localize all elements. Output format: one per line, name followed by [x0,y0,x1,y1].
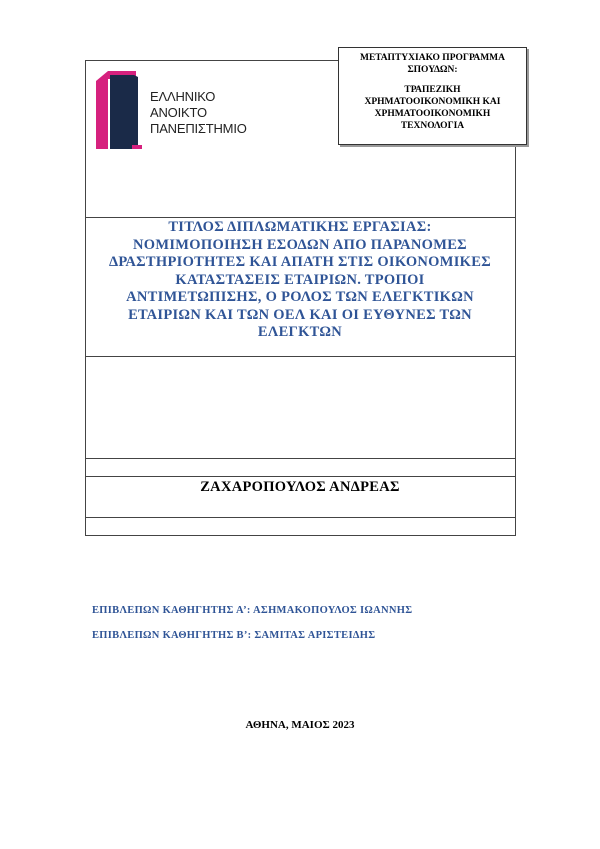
place-date: ΑΘΗΝΑ, ΜΑΙΟΣ 2023 [245,719,355,731]
program-name-line: ΧΡΗΜΑΤΟΟΙΚΟΝΟΜΙΚΗ [374,109,491,119]
supervisor-b: ΕΠΙΒΛΕΠΩΝ ΚΑΘΗΓΗΤΗΣ Β’: ΣΑΜΙΤΑΣ ΑΡΙΣΤΕΙΔΗΣ [92,630,376,641]
author-name: ΖΑΧΑΡΟΠΟΥΛΟΣ ΑΝΔΡΕΑΣ [200,479,400,495]
thesis-title-line: ΕΤΑΙΡΙΩΝ ΚΑΙ ΤΩΝ ΟΕΛ ΚΑΙ ΟΙ ΕΥΘΥΝΕΣ ΤΩΝ [128,306,472,323]
divider-author-top [85,458,515,459]
divider-author-mid [85,476,515,477]
program-name-line: ΤΕΧΝΟΛΟΓΙΑ [400,121,465,131]
program-box [338,47,527,145]
thesis-title [100,219,500,342]
thesis-title-line: ΝΟΜΙΜΟΠΟΙΗΣΗ ΕΣΟΔΩΝ ΑΠΟ ΠΑΡΑΝΟΜΕΣ [133,236,467,253]
program-name-line: ΤΡΑΠΕΖΙΚΗ [404,85,461,95]
logo-text-line: ΕΛΛΗΝΙΚΟ [150,89,216,104]
divider-author-bottom [85,517,515,518]
program-heading: ΜΕΤΑΠΤΥΧΙΑΚΟ ΠΡΟΓΡΑΜΜΑ ΣΠΟΥΔΩΝ: [359,53,505,75]
thesis-title-line: ΚΑΤΑΣΤΑΣΕΙΣ ΕΤΑΙΡΙΩΝ. ΤΡΟΠΟΙ [175,271,425,288]
thesis-title-line: ΑΝΤΙΜΕΤΩΠΙΣΗΣ, Ο ΡΟΛΟΣ ΤΩΝ ΕΛΕΓΚΤΙΚΩΝ [126,289,474,305]
logo-text-line: ΑΝΟΙΚΤΟ [150,105,207,120]
logo-text-line: ΠΑΝΕΠΙΣΤΗΜΙΟ [150,121,247,136]
thesis-title-line: ΤΙΤΛΟΣ ΔΙΠΛΩΜΑΤΙΚΗΣ ΕΡΓΑΣΙΑΣ: [168,219,432,235]
thesis-title-line: ΕΛΕΓΚΤΩΝ [257,324,343,340]
thesis-title-line: ΔΡΑΣΤΗΡΙΟΤΗΤΕΣ ΚΑΙ ΑΠΑΤΗ ΣΤΙΣ ΟΙΚΟΝΟΜΙΚΕΣ [108,254,492,270]
university-logo-text [150,89,247,137]
supervisor-a: ΕΠΙΒΛΕΠΩΝ ΚΑΘΗΓΗΤΗΣ Α’: ΑΣΗΜΑΚΟΠΟΥΛΟΣ ΙΩΑΝΝΗΣ [92,605,413,616]
program-name-line: ΧΡΗΜΑΤΟΟΙΚΟΝΟΜΙΚΗ ΚΑΙ [364,97,501,107]
divider-title-bottom [85,356,515,357]
divider-title-top [85,217,515,218]
